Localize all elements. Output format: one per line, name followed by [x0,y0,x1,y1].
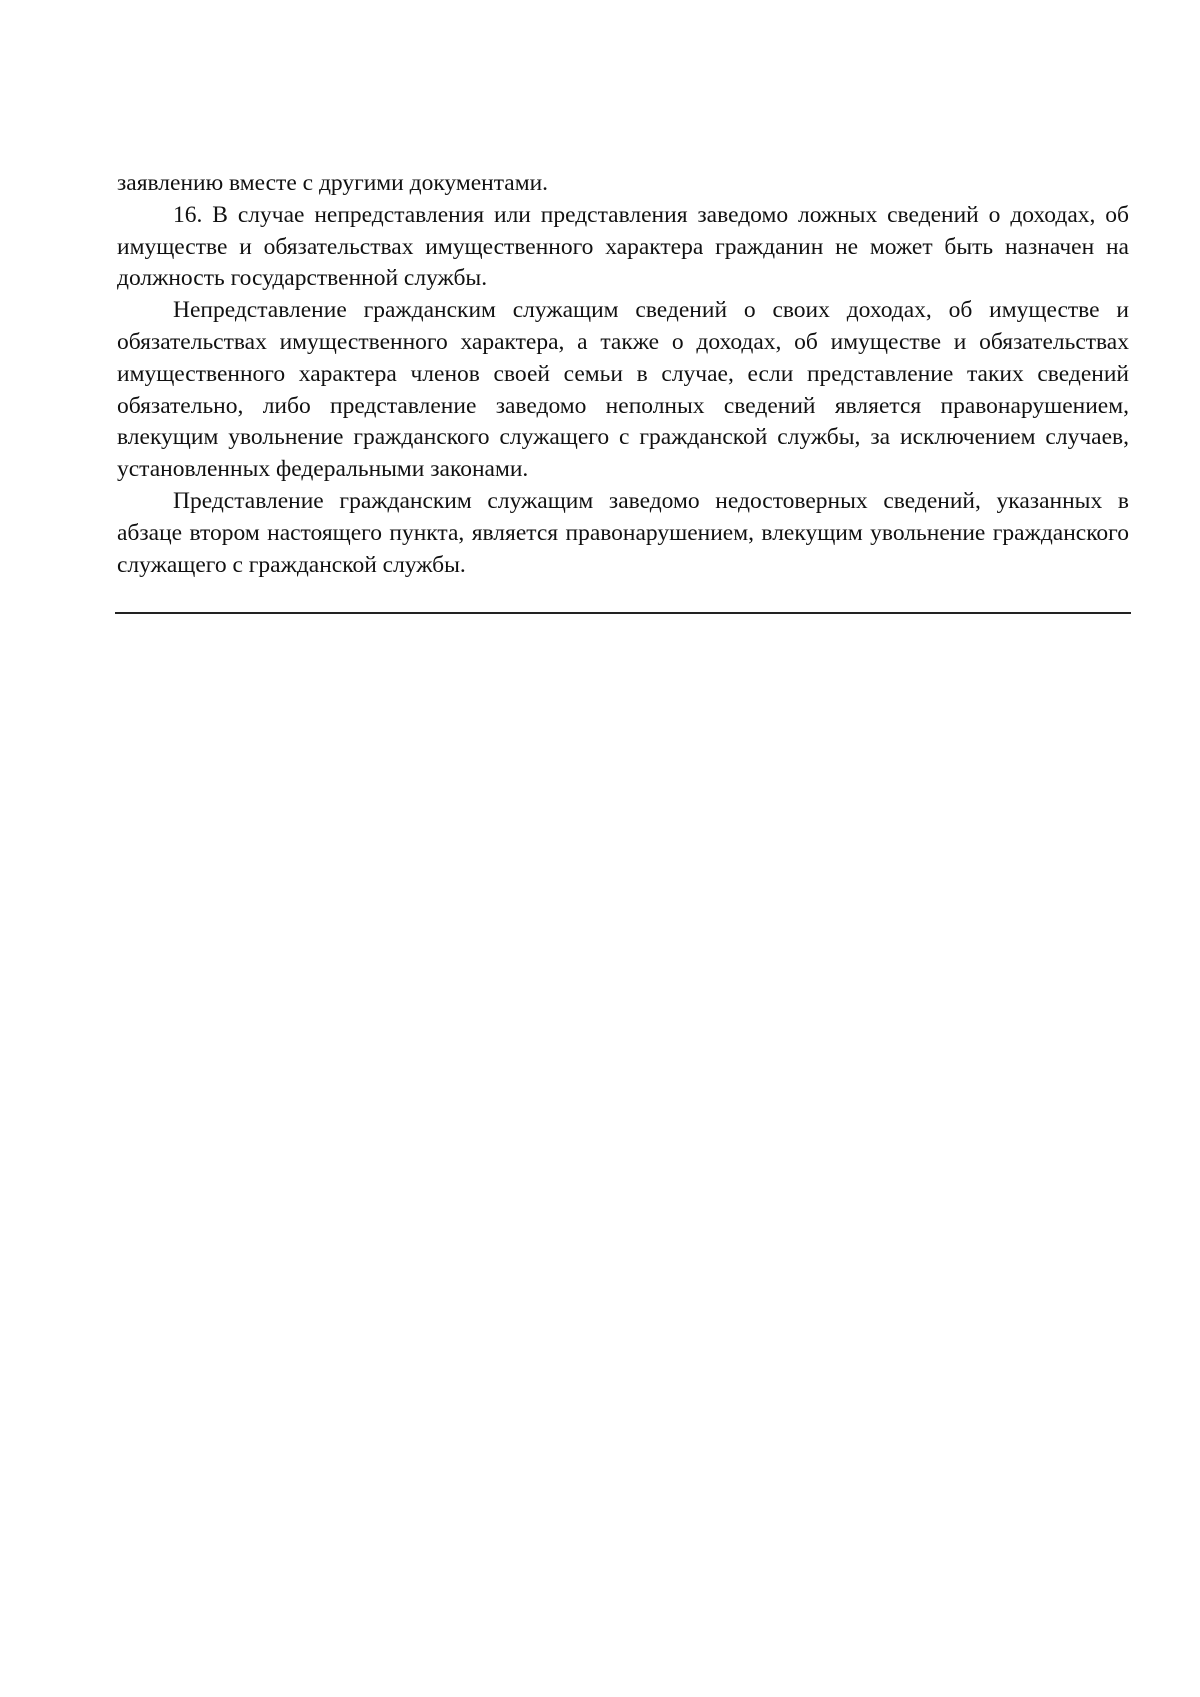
end-of-text-rule [115,612,1131,614]
paragraph-nonsubmission: Непредставление гражданским служащим сведений о своих доходах, об имуществе и обязательствах имущественного характера, а также о доходах, об имуществе и обязательствах имущественного характера членов своей семьи в случае, если представление таких сведений обязательно, либо представление заведомо неполных сведений является правонарушением, влекущим увольнение гражданского служащего с гражданской службы, за исключением случаев, установленных федеральными законами. [117,297,1129,483]
document-body [117,168,1129,581]
paragraph-item-16: 16. В случае непредставления или представления заведомо ложных сведений о доходах, об имуществе и обязательствах имущественного характера гражданин не может быть назначен на должность государственной службы. [117,201,1129,292]
paragraph-continuation: заявлению вместе с другими документами. [117,170,549,196]
paragraph-false-information: Представление гражданским служащим заведомо недостоверных сведений, указанных в абзаце втором настоящего пункта, является правонарушением, влекущим увольнение гражданского служащего с гражданской службы. [117,487,1129,578]
